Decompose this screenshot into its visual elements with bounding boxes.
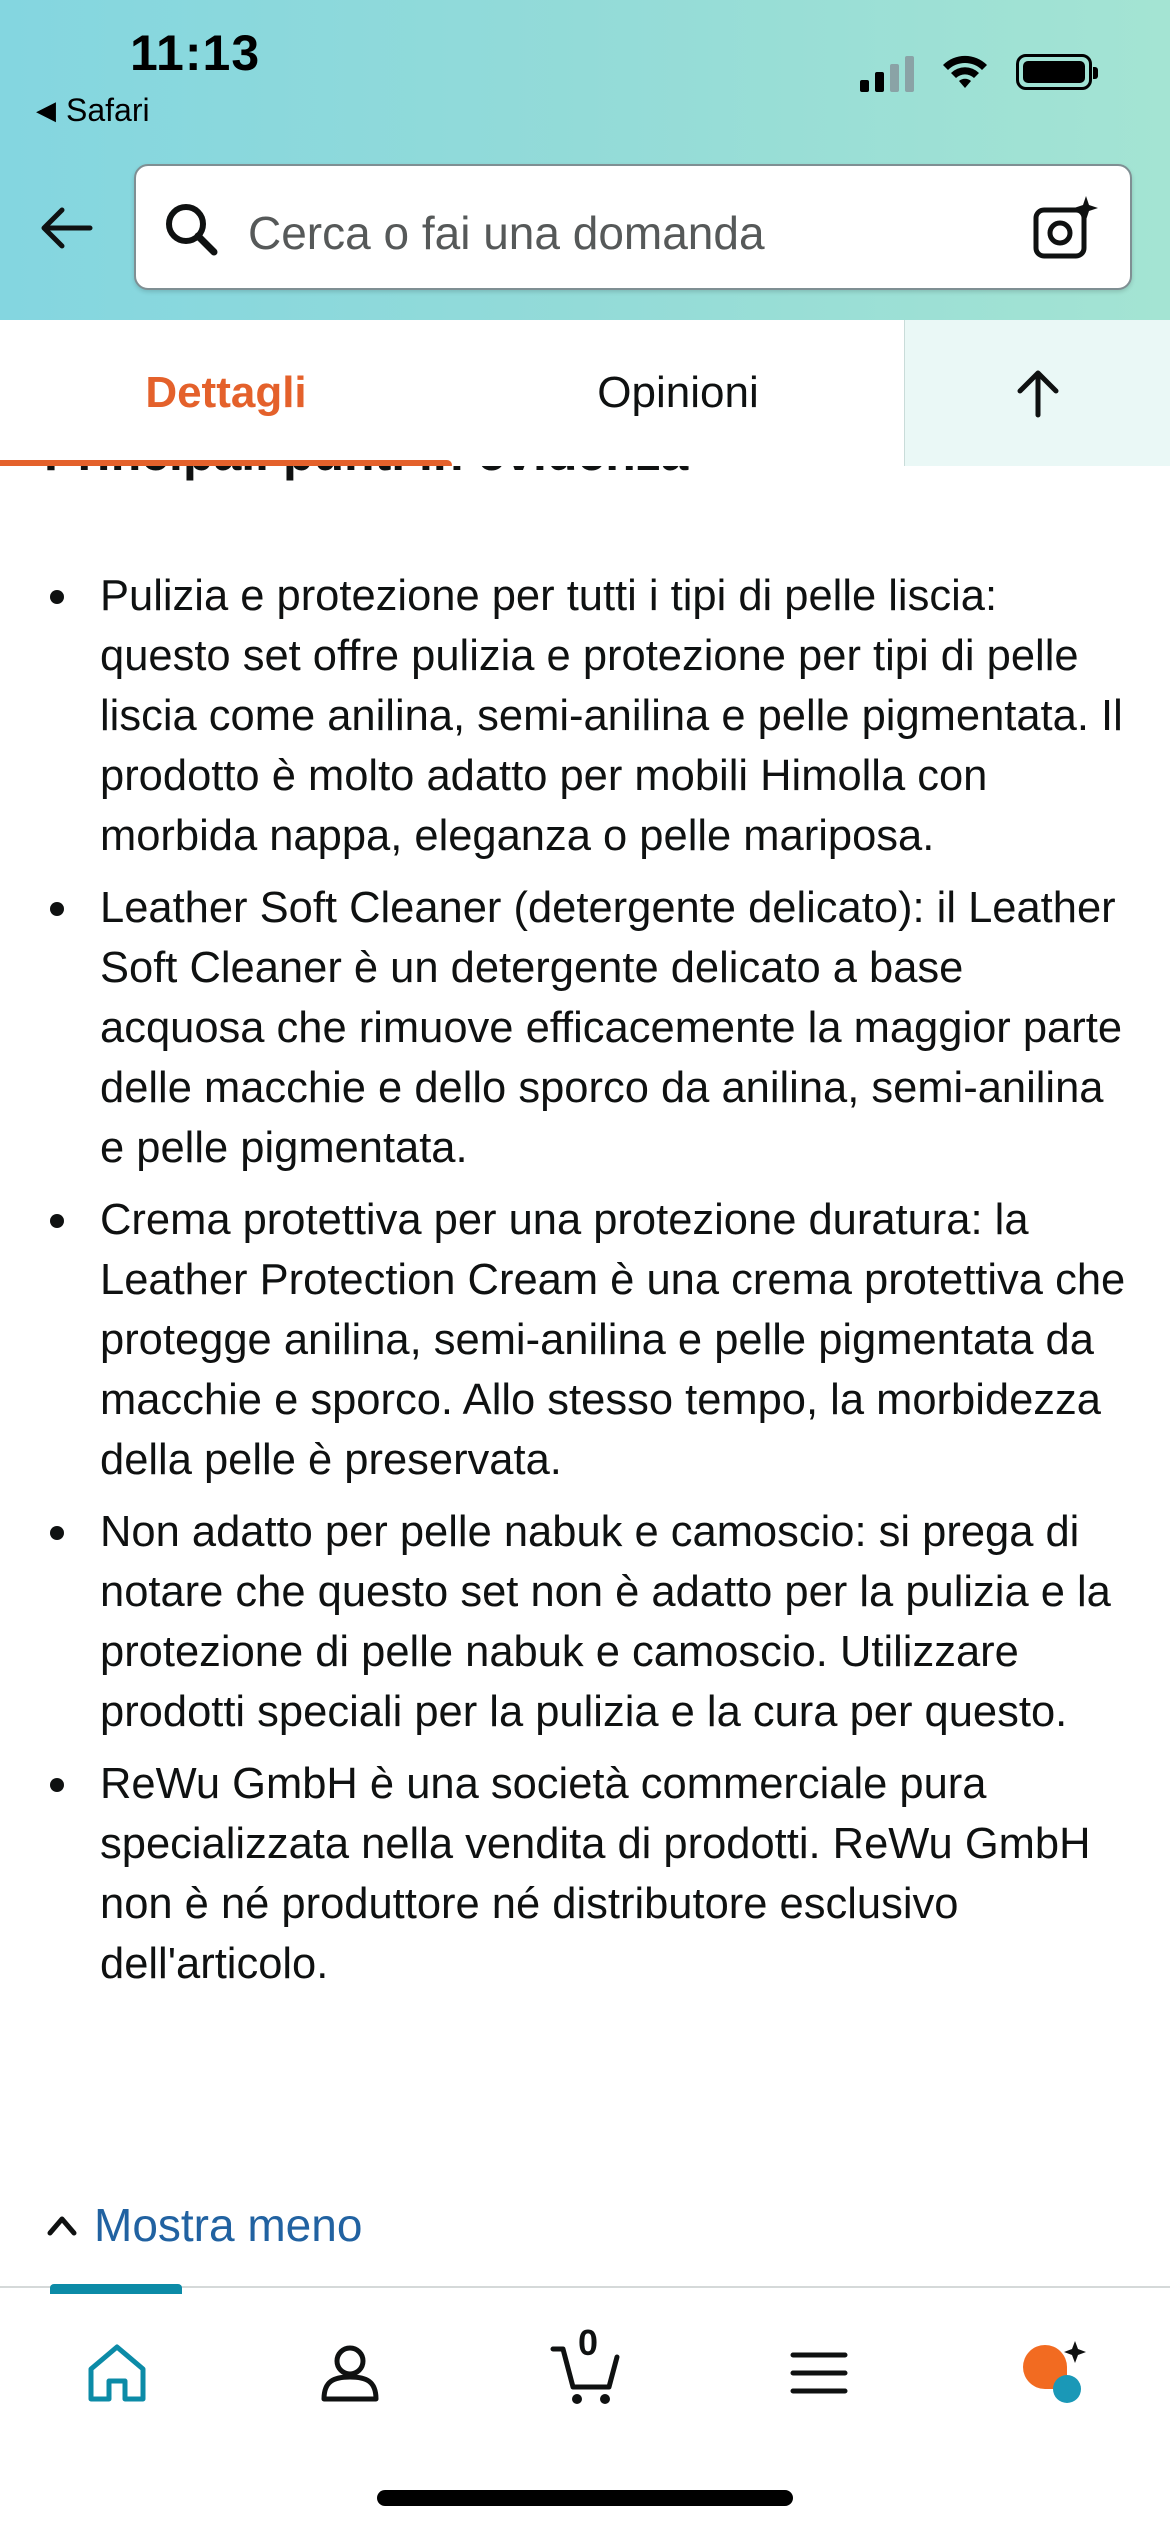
tab-details[interactable] xyxy=(0,320,452,466)
tab-details-label: Dettagli xyxy=(145,368,307,417)
nav-cart[interactable] xyxy=(540,2322,630,2418)
bullet-dot xyxy=(50,902,64,916)
account-icon xyxy=(314,2337,386,2409)
scroll-to-top-button[interactable] xyxy=(904,320,1170,466)
active-nav-indicator xyxy=(50,2284,182,2294)
wifi-icon xyxy=(940,52,990,92)
search-input[interactable] xyxy=(134,164,1132,290)
bullet-dot xyxy=(50,1526,64,1540)
list-item xyxy=(44,1754,1134,1994)
status-time: 11:13 xyxy=(130,25,261,81)
status-icons xyxy=(860,52,1092,92)
bullet-dot xyxy=(50,1778,64,1792)
show-less-link[interactable] xyxy=(44,2198,362,2252)
nav-account[interactable] xyxy=(305,2328,395,2418)
search-icon xyxy=(160,198,222,260)
list-item xyxy=(44,1190,1134,1490)
bullet-text: Leather Soft Cleaner (detergente delicato): il Leather Soft Cleaner è un detergente delicato a base acquosa che rimuove efficacemente la maggior parte delle macchie e dello sporco da anilina, semi-anilina e pelle pigmentata. xyxy=(100,884,1123,1172)
back-triangle-icon: ◀ xyxy=(36,95,56,125)
arrow-left-icon[interactable] xyxy=(34,196,98,260)
home-icon xyxy=(81,2337,153,2409)
product-details xyxy=(0,466,1170,2286)
list-item xyxy=(44,566,1134,866)
bullet-dot xyxy=(50,590,64,604)
nav-rufus[interactable] xyxy=(1008,2328,1098,2418)
bullet-text: Crema protettiva per una protezione duratura: la Leather Protection Cream è una crema protettiva che protegge anilina, semi-anilina e pelle pigmentata da macchie e sporco. Allo stesso tempo, la morbidezza della pelle è preservata. xyxy=(100,1196,1126,1484)
cart-count: 0 xyxy=(577,2322,599,2363)
app-header xyxy=(0,0,1170,320)
signal-icon xyxy=(860,52,914,92)
bullet-text: ReWu GmbH è una società commerciale pura specializzata nella vendita di prodotti. ReWu GmbH non è né produttore né distributore esclusivo dell'articolo. xyxy=(100,1760,1091,1988)
show-less-label: Mostra meno xyxy=(94,2199,363,2251)
back-to-safari[interactable] xyxy=(36,92,150,129)
home-indicator xyxy=(377,2490,793,2506)
list-item xyxy=(44,1502,1134,1742)
tab-reviews[interactable] xyxy=(452,320,904,466)
back-to-safari-label: Safari xyxy=(66,92,150,128)
highlights-list xyxy=(44,566,1134,2006)
nav-home[interactable] xyxy=(72,2328,162,2418)
search-placeholder: Cerca o fai una domanda xyxy=(248,207,765,259)
list-item xyxy=(44,878,1134,1178)
tab-reviews-label: Opinioni xyxy=(597,368,759,417)
chevron-up-icon xyxy=(44,2207,80,2243)
bullet-dot xyxy=(50,1214,64,1228)
bullet-text: Pulizia e protezione per tutti i tipi di pelle liscia: questo set offre pulizia e protezione per tipi di pelle liscia come anilina, semi-anilina e pelle pigmentata. Il prodotto è molto adatto per mobili Himolla con morbida nappa, eleganza o pelle mariposa. xyxy=(100,572,1123,860)
rufus-icon xyxy=(1017,2337,1089,2409)
menu-icon xyxy=(783,2337,855,2409)
detail-tabs xyxy=(0,320,1170,467)
battery-icon xyxy=(1016,54,1092,90)
arrow-up-icon xyxy=(1008,363,1068,423)
bullet-text: Non adatto per pelle nabuk e camoscio: si prega di notare che questo set non è adatto per la pulizia e la protezione di pelle nabuk e camoscio. Utilizzare prodotti speciali per la pulizia e la cura per questo. xyxy=(100,1508,1111,1736)
nav-menu[interactable] xyxy=(774,2328,864,2418)
camera-sparkle-icon[interactable] xyxy=(1030,192,1102,264)
